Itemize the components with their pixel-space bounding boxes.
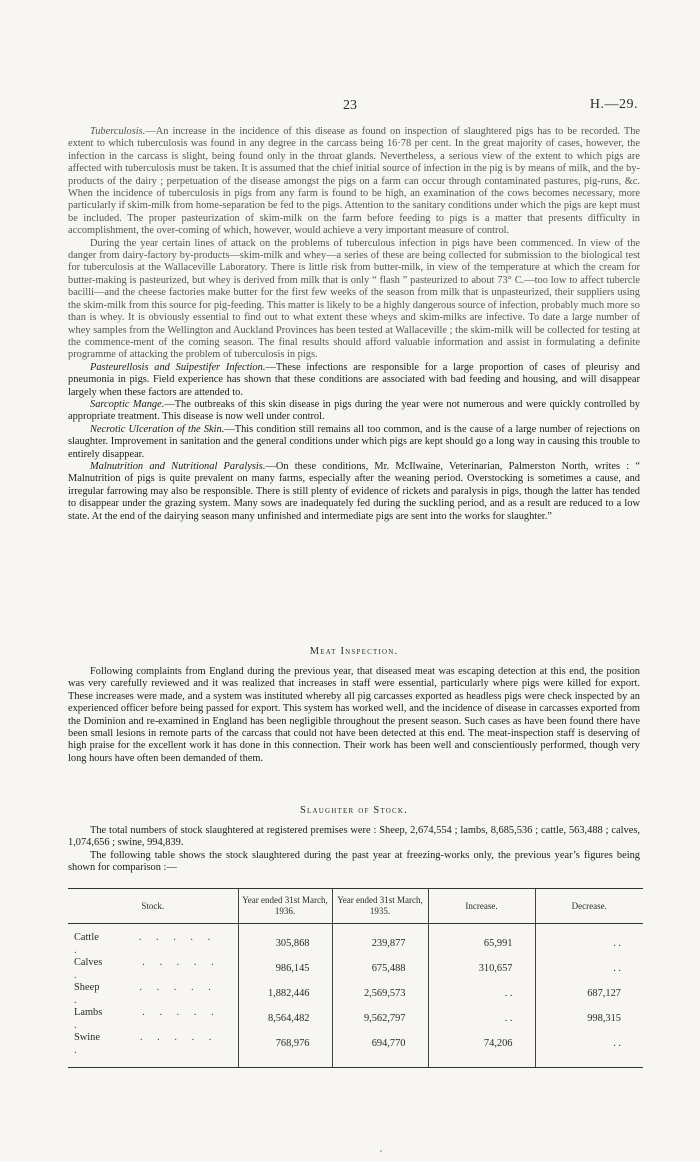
text-malnutrition: —On these conditions, Mr. McIlwaine, Veterinarian, Palmerston North, writes : “ Malnutrition of pigs is quite prevalent on many farms, especially after the weaning period. Overstocking is sometimes a cause, and irregular farrowing may also be responsible. There is still plenty of evidence of rickets and paralysis in pigs, though the latter has tended to disappear under the grazing system. Many sows are inadequately fed during the suckling period, and as a result are reduced to a low state. At the end of the dairying season many unfinished and intermediate pigs are sent into the works for slaughter.” — [68, 460, 640, 522]
meat-inspection-section — [68, 646, 640, 765]
cell-1936: 986,145 — [238, 957, 332, 982]
heading-malnutrition: Malnutrition and Nutritional Paralysis. — [90, 460, 266, 472]
column-header-stock: Stock. — [68, 889, 238, 924]
text-tuberculosis: —An increase in the incidence of this disease as found on inspection of slaughtered pigs has to be recorded. The extent to which tuberculosis was found in any degree in the carcass being 16·78 per cent. In the great majority of cases, however, the infection in the carcass is slight, being found only in the throat glands. Nevertheless, a serious view of the extent to which pigs are affected with tuberculosis must be taken. It is assumed that the chief initial source of infection in the pig is by means of milk, and the by-products of the dairy ; perpetuation of the disease amongst the pigs on a farm can occur through contaminated pastures, pig-runs, &c. When the incidence of tuberculosis in pigs from any farm is found to be high, an examination of the cows becomes necessary, more particularly if skim-milk from home-separation be fed to the pigs. Attention to the sanitary conditions under which the pigs are kept must be included. The proper pasteurization of skim-milk on the farm before feeding to pigs is a matter that presents difficulty in accomplishment, the over-coming of which, however, would achieve a very important measure of control. — [68, 126, 640, 237]
table-row — [68, 1007, 643, 1032]
cell-1935: 675,488 — [332, 957, 428, 982]
leader-dots: . . . . . . — [74, 982, 217, 1006]
page-number: 23 — [343, 98, 357, 113]
heading-tuberculosis: Tuberculosis. — [90, 126, 146, 137]
leader-dots: . . . . . . — [74, 1032, 218, 1056]
cell-increase: 74,206 — [428, 1032, 535, 1068]
stock-slaughter-table — [68, 888, 643, 1068]
text-slaughter-totals: The total numbers of stock slaughtered at registered premises were : Sheep, 2,674,554 ; lambs, 8,685,536 ; cattle, 563,488 ; calves, 1,074,656 ; swine, 994,839. — [68, 825, 640, 849]
cell-decrease: . . — [535, 957, 643, 982]
text-pasteurellosis: —These infections are responsible for a large proportion of cases of pleurisy and pneumonia in pigs. Field experience has shown that these conditions are associated with bad feeding and housing, and will disappear largely when these factors are attended to. — [68, 361, 640, 398]
scan-speck — [380, 1150, 382, 1152]
column-header-increase: Increase. — [428, 889, 535, 924]
leader-dots: . . . . . . — [74, 1007, 220, 1031]
cell-increase: 310,657 — [428, 957, 535, 982]
column-header-1935: Year ended 31st March, 1935. — [332, 889, 428, 924]
text-table-intro: The following table shows the stock slaughtered during the past year at freezing-works only, the previous year’s figures being shown for comparison :— — [68, 849, 640, 874]
slaughter-section — [68, 805, 640, 875]
paragraph-sarcoptic — [68, 399, 640, 424]
cell-decrease: 687,127 — [535, 982, 643, 1007]
paragraph-lines-of-attack — [68, 238, 640, 362]
cell-increase: 65,991 — [428, 924, 535, 958]
paragraph-meat-inspection — [68, 666, 640, 765]
stock-name: Sheep — [74, 982, 100, 993]
cell-increase: . . — [428, 1007, 535, 1032]
table-row — [68, 1032, 643, 1068]
stock-name: Calves — [74, 957, 103, 968]
paragraph-tuberculosis — [68, 126, 640, 238]
heading-necrotic: Necrotic Ulceration of the Skin. — [90, 423, 225, 435]
cell-1935: 239,877 — [332, 924, 428, 958]
table-row — [68, 982, 643, 1007]
text-lines-of-attack: During the year certain lines of attack on the problems of tuberculous infection in pigs have been commenced. In view of the danger from dairy-factory by-products—skim-milk and whey—a series of these are being collected for submission to the biological test for tuberculosis at the Wallaceville Laboratory. There is little risk from butter-milk, in view of the temperature at which the cream for butter-making is pasteurized, but whey is derived from milk that is only “ flash ” pasteurized to about 73° C.—too low to affect tubercle bacilli—and the cheese factories make butter for the first few weeks of the season from milk that is unpasteurized, their suppliers using the skim-milk from this source for pig-feeding. This matter is likely to be a highly dangerous source of infection, probably much more so than is whey. It is obviously essential to find out to what extent these wheys and skim-milks are infective. To date a large number of whey samples from the Wellington and Auckland Provinces has been tested at Wallaceville ; the skim-milk will be collected for testing at the commence-ment of the coming season. The final results should afford valuable information and assist in formulating a definite programme of attacking the problem of tuberculosis in pigs. — [68, 237, 640, 361]
heading-meat-inspection: Meat Inspection. — [309, 646, 399, 657]
leader-dots: . . . . . . — [74, 957, 220, 981]
cell-1936: 8,564,482 — [238, 1007, 332, 1032]
cell-decrease: 998,315 — [535, 1007, 643, 1032]
cell-decrease: . . — [535, 924, 643, 958]
body-text — [68, 126, 640, 523]
cell-1935: 9,562,797 — [332, 1007, 428, 1032]
table-header-row — [68, 889, 643, 924]
paragraph-slaughter-totals — [68, 825, 640, 850]
paragraph-table-intro — [68, 850, 640, 875]
paragraph-pasteurellosis — [68, 362, 640, 399]
cell-1935: 2,569,573 — [332, 982, 428, 1007]
heading-slaughter-of-stock: Slaughter of Stock. — [300, 805, 408, 816]
heading-sarcoptic: Sarcoptic Mange. — [90, 398, 165, 410]
stock-name: Swine — [74, 1032, 100, 1043]
text-necrotic: —This condition still remains all too common, and is the cause of a large number of rejections on slaughter. Improvement in sanitation and the general conditions under which pigs are kept should go a long way in causing this trouble to entirely disappear. — [68, 423, 640, 460]
stock-name: Lambs — [74, 1007, 103, 1018]
document-code: H.—29. — [589, 97, 638, 112]
cell-1935: 694,770 — [332, 1032, 428, 1068]
leader-dots: . . . . . . — [74, 932, 217, 956]
table-row — [68, 957, 643, 982]
column-header-1936: Year ended 31st March, 1936. — [238, 889, 332, 924]
stock-name: Cattle — [74, 932, 99, 943]
cell-increase: . . — [428, 982, 535, 1007]
paragraph-malnutrition — [68, 461, 640, 523]
text-sarcoptic: —The outbreaks of this skin disease in pigs during the year were not numerous and were quickly controlled by appropriate treatment. This disease is now well under control. — [68, 398, 640, 423]
cell-decrease: . . — [535, 1032, 643, 1068]
column-header-decrease: Decrease. — [535, 889, 643, 924]
paragraph-necrotic — [68, 424, 640, 461]
cell-1936: 305,868 — [238, 924, 332, 958]
cell-1936: 1,882,446 — [238, 982, 332, 1007]
cell-1936: 768,976 — [238, 1032, 332, 1068]
table-row — [68, 924, 643, 958]
heading-pasteurellosis: Pasteurellosis and Suipestifer Infection. — [90, 361, 266, 373]
text-meat-inspection: Following complaints from England during the previous year, that diseased meat was escaping detection at this end, the position was very carefully reviewed and it was realized that increases in staff were essential, particularly where pigs were killed for export. These increases were made, and a system was instituted whereby all pig carcasses exported as headless pigs were check inspected by an experienced officer before being passed for export. This system has worked well, and the incidence of disease in carcasses exported from the Dominion and re-examined in England has been negligible throughout the present season. Such cases as have been found there have been small lesions in remote parts of the carcass that could not have been detected at this end. The meat-inspection staff is deserving of high praise for the excellent work it has done in this connection. Their work has been well and conscientiously performed, though very long hours have often been demanded of them. — [68, 666, 640, 764]
